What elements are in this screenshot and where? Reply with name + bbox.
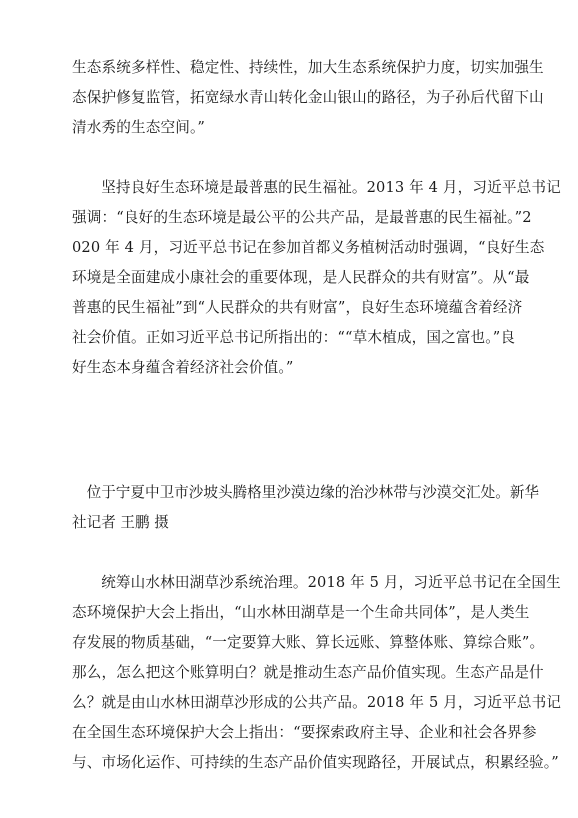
- paragraph-line: 在全国生态环境保护大会上指出：“要探索政府主导、企业和社会各界参: [72, 724, 537, 741]
- paragraph-line: 普惠的民生福祉”到“人民群众的共有财富”，良好生态环境蕴含着经济: [72, 299, 523, 316]
- paragraph-2: [72, 173, 561, 383]
- paragraph-line: 态环境保护大会上指出，“山水林田湖草是一个生命共同体”，是人类生: [72, 604, 530, 621]
- paragraph-line: 与、市场化运作、可持续的生态产品价值实现路径，开展试点，积累经验。”: [72, 754, 559, 771]
- caption-line: 社记者 王鹏 摄: [72, 514, 169, 531]
- paragraph-line: 强调：“良好的生态环境是最公平的公共产品，是最普惠的民生福祉。”2: [72, 209, 532, 226]
- paragraph-1: [72, 53, 544, 143]
- paragraph-line: 态保护修复监管，拓宽绿水青山转化金山银山的路径，为子孙后代留下山: [72, 89, 544, 106]
- paragraph-line: 020 年 4 月，习近平总书记在参加首都义务植树活动时强调，“良好生态: [72, 239, 545, 256]
- caption-line: 位于宁夏中卫市沙坡头腾格里沙漠边缘的治沙林带与沙漠交汇处。新华: [86, 484, 540, 501]
- image-caption: [72, 478, 540, 538]
- paragraph-line: 社会价值。正如习近平总书记所指出的：““草木植成，国之富也。”良: [72, 329, 516, 346]
- paragraph-line: 统筹山水林田湖草沙系统治理。2018 年 5 月，习近平总书记在全国生: [101, 574, 561, 591]
- paragraph-line: 清水秀的生态空间。”: [72, 119, 206, 136]
- paragraph-line: 好生态本身蕴含着经济社会价值。”: [72, 359, 294, 376]
- paragraph-3: [72, 568, 562, 778]
- paragraph-line: 环境是全面建成小康社会的重要体现，是人民群众的共有财富”。从“最: [72, 269, 530, 286]
- paragraph-line: 么？就是由山水林田湖草沙形成的公共产品。2018 年 5 月，习近平总书记: [72, 694, 562, 711]
- paragraph-line: 坚持良好生态环境是最普惠的民生福祉。2013 年 4 月，习近平总书记: [101, 179, 561, 196]
- paragraph-line: 生态系统多样性、稳定性、持续性，加大生态系统保护力度，切实加强生: [72, 59, 544, 76]
- paragraph-line: 那么，怎么把这个账算明白？就是推动生态产品价值实现。生态产品是什: [72, 664, 544, 681]
- paragraph-line: 存发展的物质基础，“一定要算大账、算长远账、算整体账、算综合账”。: [72, 634, 545, 651]
